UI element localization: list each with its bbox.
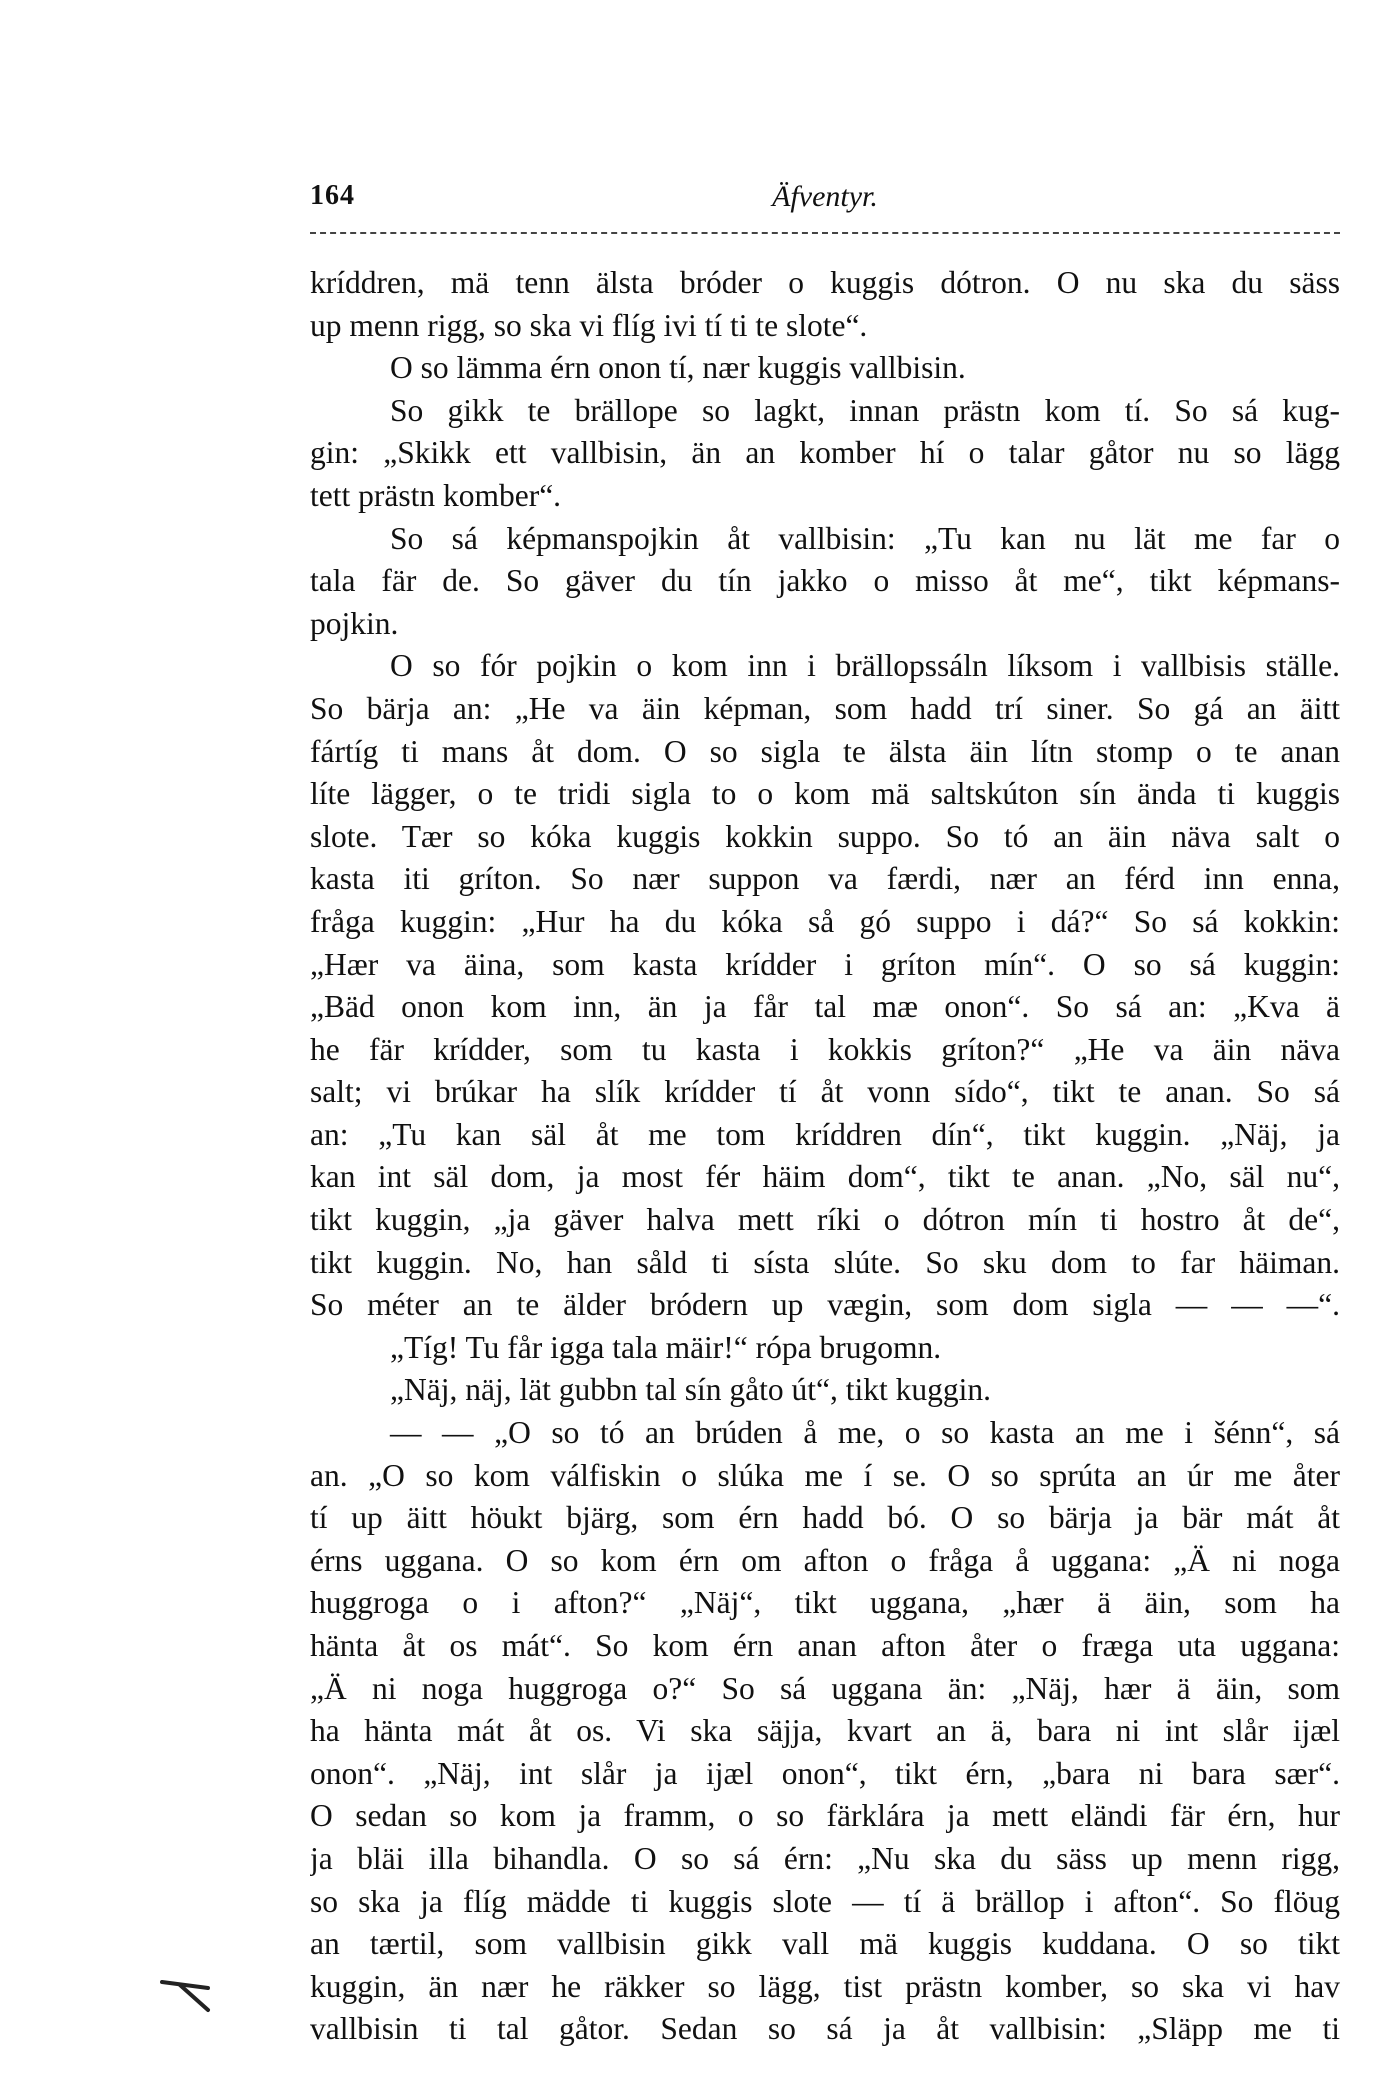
running-head [310, 180, 1340, 220]
text-line: So gikk te brällope so lagkt, innan prästn kom tí. So sá kug- [390, 392, 1340, 428]
text-line: „Näj, näj, lät gubbn tal sín gåto út“, tikt kuggin. [390, 1372, 992, 1408]
running-title: Äfventyr. [772, 180, 878, 213]
text-line: kasta iti gríton. So nær suppon va færdi, nær an férd inn enna, [310, 861, 1340, 897]
text-line: slote. Tær so kóka kuggis kokkin suppo. So tó an äin näva salt o [310, 818, 1340, 854]
text-line: tikt kuggin. No, han såld ti sísta slúte. So sku dom to far häiman. [310, 1244, 1340, 1280]
text-line: an tærtil, som vallbisin gikk vall mä kuggis kuddana. O so tikt [310, 1926, 1340, 1962]
text-line: So bärja an: „He va äin képman, som hadd trí siner. So gá an äitt [310, 690, 1340, 726]
text-line: tala fär de. So gäver du tín jakko o misso åt me“, tikt képmans- [310, 563, 1340, 599]
text-line: he fär krídder, som tu kasta i kokkis gríton?“ „He va äin näva [310, 1031, 1340, 1067]
text-line: onon“. „Näj, int slår ja ijæl onon“, tikt érn, „bara ni bara sær“. [310, 1755, 1340, 1791]
text-line: — — „O so tó an brúden å me, o so kasta an me i šénn“, sá [390, 1415, 1340, 1451]
text-line: fråga kuggin: „Hur ha du kóka så gó suppo i dá?“ So sá kokkin: [310, 903, 1340, 939]
text-line: up menn rigg, so ska vi flíg ivi tí ti te slote“. [310, 307, 868, 343]
text-line: O so lämma érn onon tí, nær kuggis vallbisin. [390, 350, 966, 386]
text-line: hänta åt os mát“. So kom érn anan afton åter o fræga uta uggana: [310, 1628, 1340, 1663]
text-line: So sá képmanspojkin åt vallbisin: „Tu kan nu lät me far o [390, 520, 1340, 556]
page-number: 164 [310, 180, 355, 211]
text-line: an: „Tu kan säl åt me tom kríddren dín“, tikt kuggin. „Näj, ja [310, 1116, 1340, 1152]
text-line: fártíg ti mans åt dom. O so sigla te älsta äin lítn stomp o te anan [310, 733, 1340, 769]
text-line: O so fór pojkin o kom inn i brällopssáln líksom i vallbisis ställe. [390, 648, 1340, 684]
text-line: „Tíg! Tu får igga tala mäir!“ rópa brugomn. [390, 1329, 942, 1365]
text-line: O sedan so kom ja framm, o so färklára ja mett eländi fär érn, hur [310, 1798, 1340, 1834]
text-line: tikt kuggin, „ja gäver halva mett ríki o dótron mín ti hostro åt de“, [310, 1202, 1340, 1238]
text-line: kan int säl dom, ja most fér häim dom“, tikt te anan. „No, säl nu“, [310, 1159, 1340, 1195]
text-line: gin: „Skikk ett vallbisin, än an komber hí o talar gåtor nu so lägg [310, 435, 1340, 471]
pen-mark-icon [158, 1976, 228, 2016]
text-line: huggroga o i afton?“ „Näj“, tikt uggana, „hær ä äin, som ha [310, 1585, 1340, 1621]
text-line: vallbisin ti tal gåtor. Sedan so sá ja åt vallbisin: „Släpp me ti [310, 2011, 1340, 2047]
header-rule [310, 232, 1340, 234]
body-text [310, 262, 1340, 2051]
text-line: pojkin. [310, 605, 399, 641]
text-line: kuggin, än nær he räkker so lägg, tist prästn komber, so ska vi hav [310, 1968, 1340, 2004]
text-line: so ska ja flíg mädde ti kuggis slote — tí ä brällop i afton“. So flöug [310, 1883, 1340, 1919]
text-line: kríddren, mä tenn älsta bróder o kuggis dótron. O nu ska du säss [310, 265, 1340, 300]
text-line: tett prästn komber“. [310, 477, 562, 513]
text-line: „Hær va äina, som kasta krídder i gríton mín“. O so sá kuggin: [310, 946, 1340, 982]
text-line: an. „O so kom válfiskin o slúka me í se. O so sprúta an úr me åter [310, 1457, 1340, 1493]
text-line: So méter an te älder bródern up vægin, som dom sigla — — —“. [310, 1287, 1340, 1323]
text-line: tí up äitt höukt bjärg, som érn hadd bó. O so bärja ja bär mát åt [310, 1500, 1340, 1536]
text-line: „Ä ni noga huggroga o?“ So sá uggana än: „Näj, hær ä äin, som [310, 1670, 1340, 1706]
text-line: ja bläi illa bihandla. O so sá érn: „Nu ska du säss up menn rigg, [310, 1840, 1340, 1876]
text-line: salt; vi brúkar ha slík krídder tí åt vonn sído“, tikt te anan. So sá [310, 1074, 1340, 1110]
text-line: líte lägger, o te tridi sigla to o kom mä saltskúton sín ända ti kuggis [310, 776, 1340, 812]
text-line: érns uggana. O so kom érn om afton o fråga å uggana: „Ä ni noga [310, 1542, 1340, 1578]
text-line: ha hänta mát åt os. Vi ska säjja, kvart an ä, bara ni int slår ijæl [310, 1713, 1340, 1749]
text-line: „Bäd onon kom inn, än ja får tal mæ onon“. So sá an: „Kva ä [310, 989, 1340, 1025]
